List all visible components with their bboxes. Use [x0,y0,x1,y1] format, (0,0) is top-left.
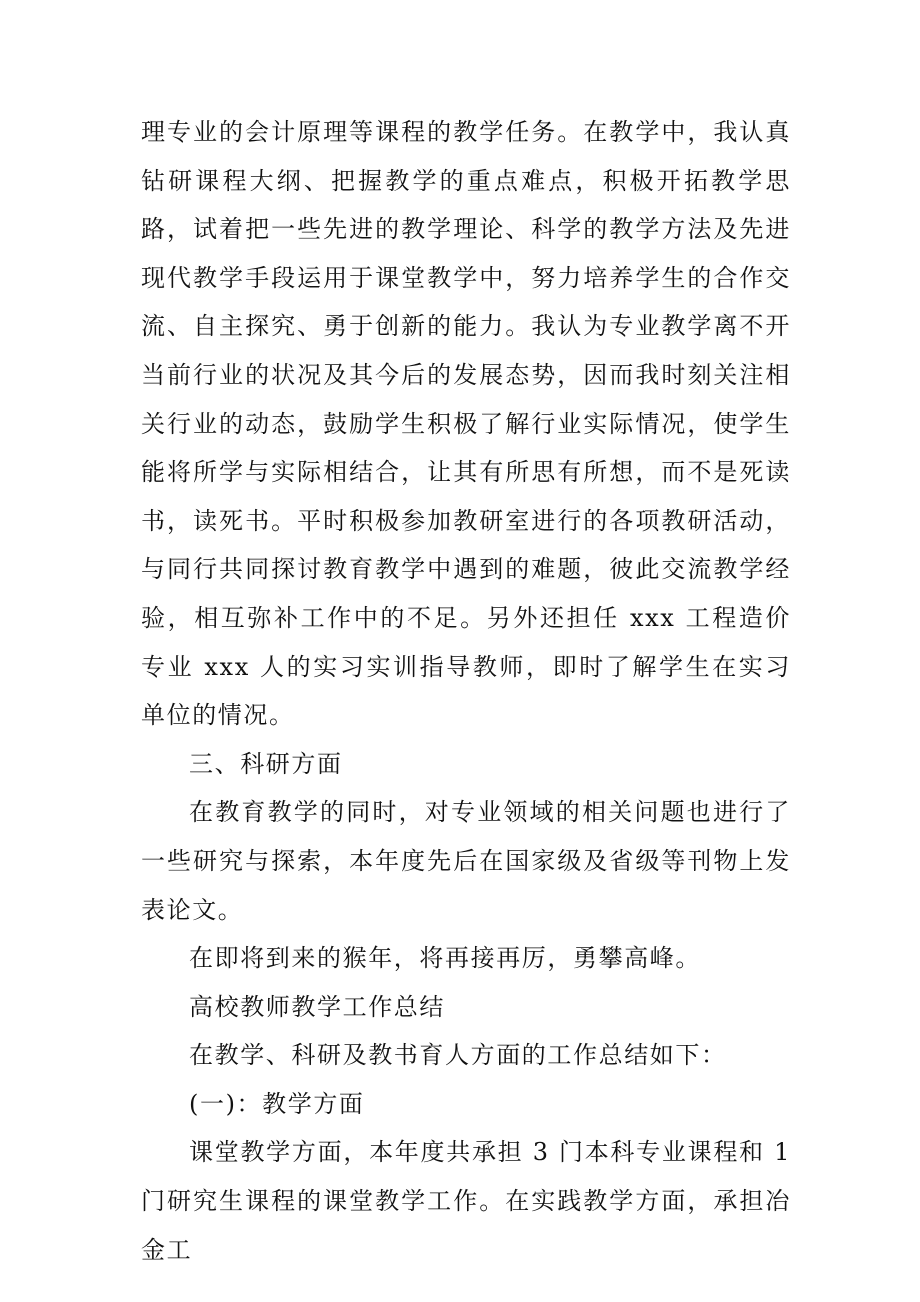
section-heading-teaching: (一)：教学方面 [189,1089,365,1118]
section-heading-research: 三、科研方面 [189,749,343,778]
document-title: 高校教师教学工作总结 [189,992,445,1021]
document-body [141,108,791,1274]
paragraph-summary-intro: 在教学、科研及教书育人方面的工作总结如下： [189,1041,727,1070]
paragraph-classroom-teaching: 课堂教学方面，本年度共承担 3 门本科专业课程和 1 门研究生课程的课堂教学工作。在实践教学方面，承担冶金工 [141,1138,791,1264]
paragraph-teaching-continuation: 理专业的会计原理等课程的教学任务。在教学中，我认真钻研课程大纲、把握教学的重点难点，积极开拓教学思路，试着把一些先进的教学理论、科学的教学方法及先进现代教学手段运用于课堂教学中，努力培养学生的合作交流、自主探究、勇于创新的能力。我认为专业教学离不开当前行业的状况及其今后的发展态势，因而我时刻关注相关行业的动态，鼓励学生积极了解行业实际情况，使学生能将所学与实际相结合，让其有所思有所想，而不是死读书，读死书。平时积极参加教研室进行的各项教研活动，与同行共同探讨教育教学中遇到的难题，彼此交流教学经验，相互弥补工作中的不足。另外还担任 xxx 工程造价专业 xxx 人的实习实训指导教师，即时了解学生在实习单位的情况。 [141,118,791,730]
paragraph-research: 在教育教学的同时，对专业领域的相关问题也进行了一些研究与探索，本年度先后在国家级及省级等刊物上发表论文。 [141,798,791,924]
paragraph-closing: 在即将到来的猴年，将再接再厉，勇攀高峰。 [189,944,701,973]
